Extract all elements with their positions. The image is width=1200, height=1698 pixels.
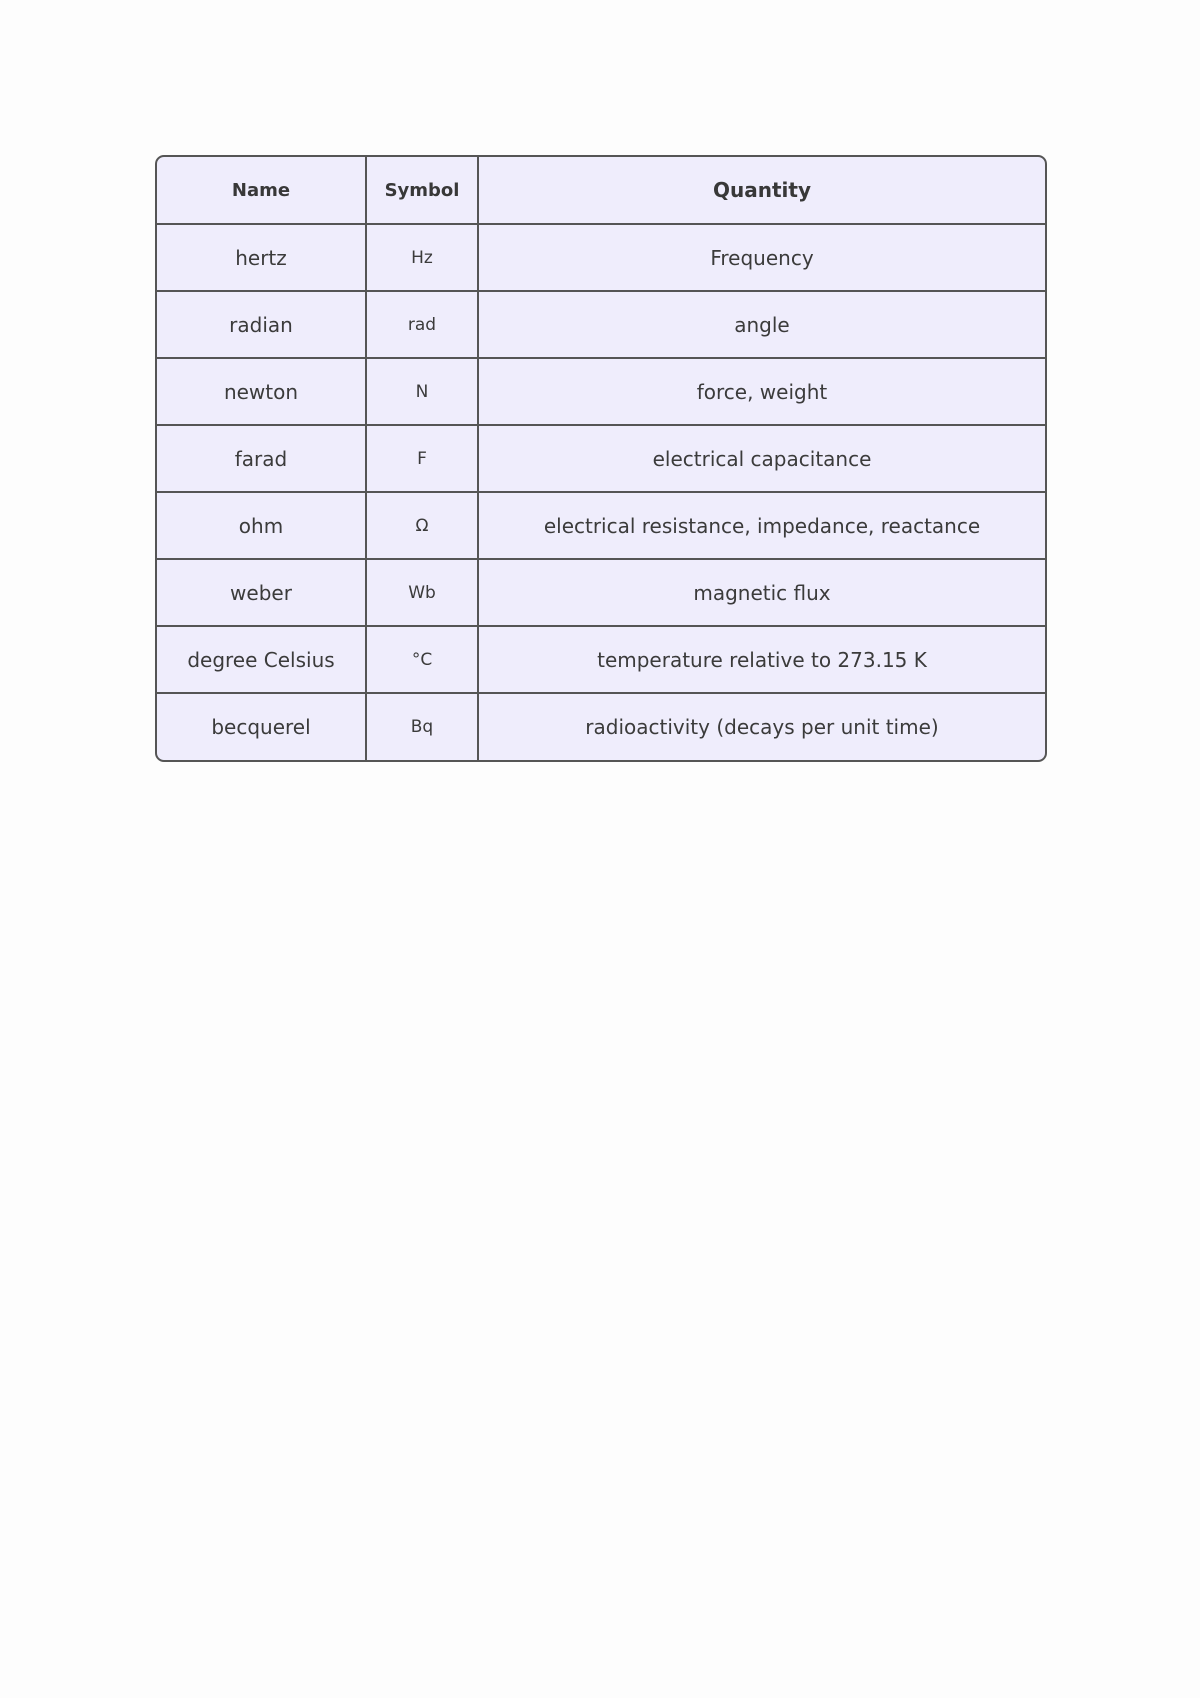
- unit-name-cell: radian: [157, 291, 366, 358]
- unit-name-cell: weber: [157, 559, 366, 626]
- table-row: [157, 693, 1045, 760]
- table-row: [157, 492, 1045, 559]
- unit-symbol-cell: Wb: [366, 559, 478, 626]
- table-row: [157, 224, 1045, 291]
- table-row: [157, 425, 1045, 492]
- unit-quantity-cell: magnetic flux: [478, 559, 1045, 626]
- unit-quantity-cell: electrical capacitance: [478, 425, 1045, 492]
- unit-name-cell: ohm: [157, 492, 366, 559]
- unit-quantity-cell: electrical resistance, impedance, reactance: [478, 492, 1045, 559]
- unit-quantity-cell: angle: [478, 291, 1045, 358]
- unit-name-cell: degree Celsius: [157, 626, 366, 693]
- unit-symbol-cell: °C: [366, 626, 478, 693]
- unit-symbol-cell: rad: [366, 291, 478, 358]
- table-row: [157, 626, 1045, 693]
- header-name: Name: [157, 157, 366, 224]
- si-units-table: [155, 155, 1047, 762]
- unit-symbol-cell: F: [366, 425, 478, 492]
- table-header-row: [157, 157, 1045, 224]
- unit-quantity-cell: force, weight: [478, 358, 1045, 425]
- unit-quantity-cell: Frequency: [478, 224, 1045, 291]
- unit-quantity-cell: radioactivity (decays per unit time): [585, 715, 939, 739]
- unit-symbol-cell: N: [366, 358, 478, 425]
- unit-quantity-cell: temperature relative to 273.15 K: [478, 626, 1045, 693]
- unit-name-cell: hertz: [157, 224, 366, 291]
- unit-name-cell: becquerel: [157, 693, 366, 760]
- unit-symbol-cell: Bq: [366, 693, 478, 760]
- header-symbol: Symbol: [366, 157, 478, 224]
- unit-name-cell: newton: [157, 358, 366, 425]
- unit-symbol-cell: Ω: [366, 492, 478, 559]
- units-table: [157, 157, 1045, 760]
- unit-symbol-cell: Hz: [366, 224, 478, 291]
- header-quantity: Quantity: [478, 157, 1045, 224]
- table-row: [157, 291, 1045, 358]
- table-row: [157, 358, 1045, 425]
- table-row: [157, 559, 1045, 626]
- unit-name-cell: farad: [157, 425, 366, 492]
